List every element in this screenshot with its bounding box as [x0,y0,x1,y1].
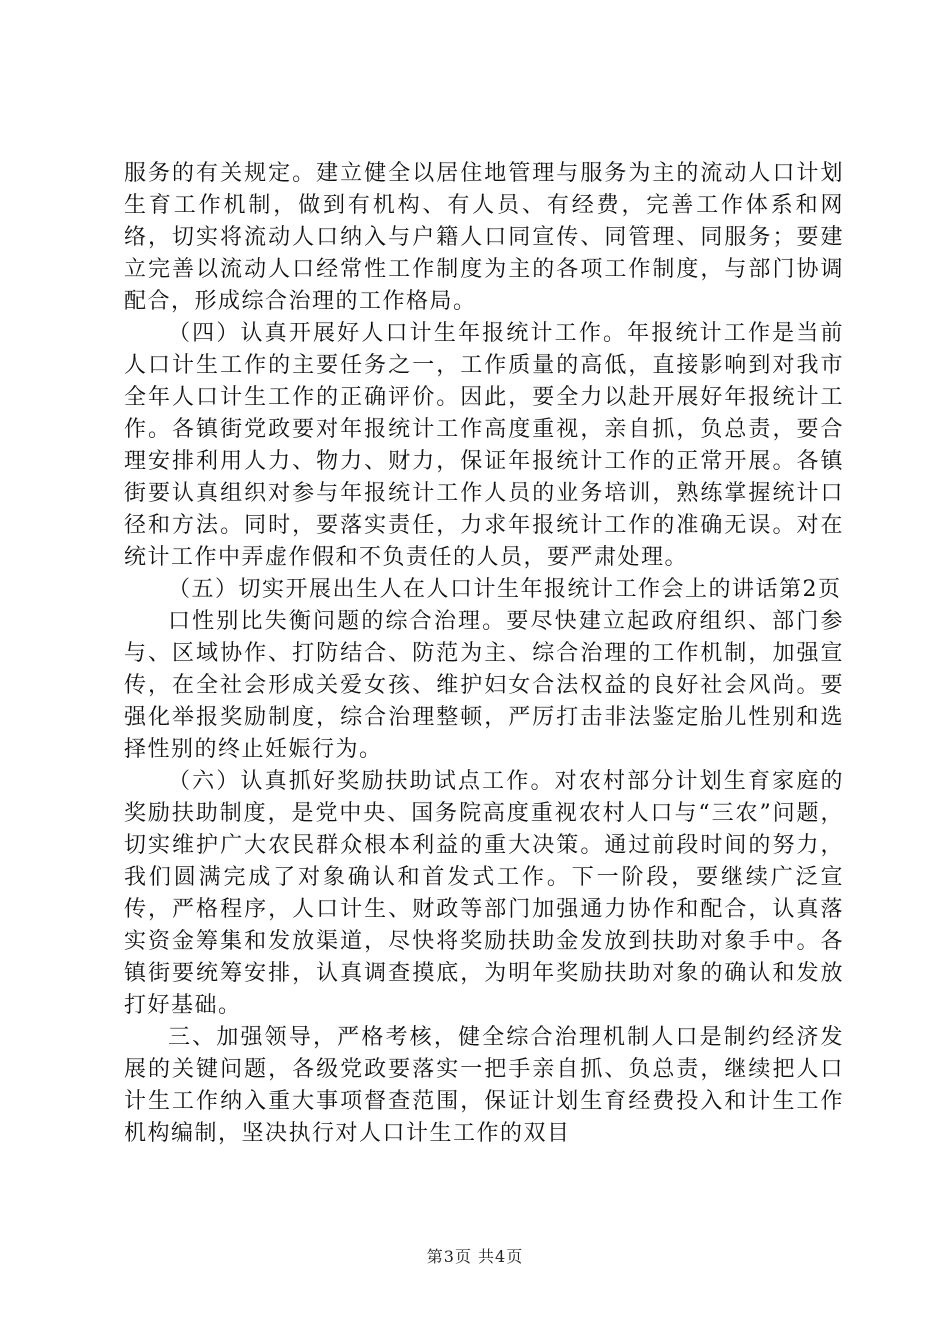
paragraph-1: 服务的有关规定。建立健全以居住地管理与服务为主的流动人口计划生育工作机制，做到有机构、有人员、有经费，完善工作体系和网络，切实将流动人口纳入与户籍人口同宣传、同管理、同服务；要建立完善以流动人口经常性工作制度为主的各项工作制度，与部门协调配合，形成综合治理的工作格局。 [124,161,844,314]
page-footer: 第3页 共4页 [426,1247,524,1266]
paragraph-6: 三、加强领导，严格考核，健全综合治理机制人口是制约经济发展的关键问题，各级党政要落实一把手亲自抓、负总责，继续把人口计生工作纳入重大事项督查范围，保证计划生育经费投入和计生工作机构编制，坚决执行对人口计生工作的双目 [124,1025,844,1146]
paragraph-2: （四）认真开展好人口计生年报统计工作。年报统计工作是当前人口计生工作的主要任务之一，工作质量的高低，直接影响到对我市全年人口计生工作的正确评价。因此，要全力以赴开展好年报统计工作。各镇街党政要对年报统计工作高度重视，亲自抓，负总责，要合理安排利用人力、物力、财力，保证年报统计工作的正常开展。各镇街要认真组织对参与年报统计工作人员的业务培训，熟练掌握统计口径和方法。同时，要落实责任，力求年报统计工作的准确无误。对在统计工作中弄虚作假和不负责任的人员，要严肃处理。 [124,321,844,570]
paragraph-3: （五）切实开展出生人在人口计生年报统计工作会上的讲话第2页 [168,577,842,602]
paragraph-5: （六）认真抓好奖励扶助试点工作。对农村部分计划生育家庭的奖励扶助制度，是党中央、国务院高度重视农村人口与“三农”问题，切实维护广大农民群众根本利益的重大决策。通过前段时间的努力，我们圆满完成了对象确认和首发式工作。下一阶段，要继续广泛宣传，严格程序，人口计生、财政等部门加强通力协作和配合，认真落实资金筹集和发放渠道，尽快将奖励扶助金发放到扶助对象手中。各镇街要统筹安排，认真调查摸底，为明年奖励扶助对象的确认和发放打好基础。 [124,769,844,1018]
paragraph-4: 口性别比失衡问题的综合治理。要尽快建立起政府组织、部门参与、区域协作、打防结合、防范为主、综合治理的工作机制，加强宣传，在全社会形成关爱女孩、维护妇女合法权益的良好社会风尚。要强化举报奖励制度，综合治理整顿，严厉打击非法鉴定胎儿性别和选择性别的终止妊娠行为。 [124,609,844,762]
document-body [124,158,844,1150]
